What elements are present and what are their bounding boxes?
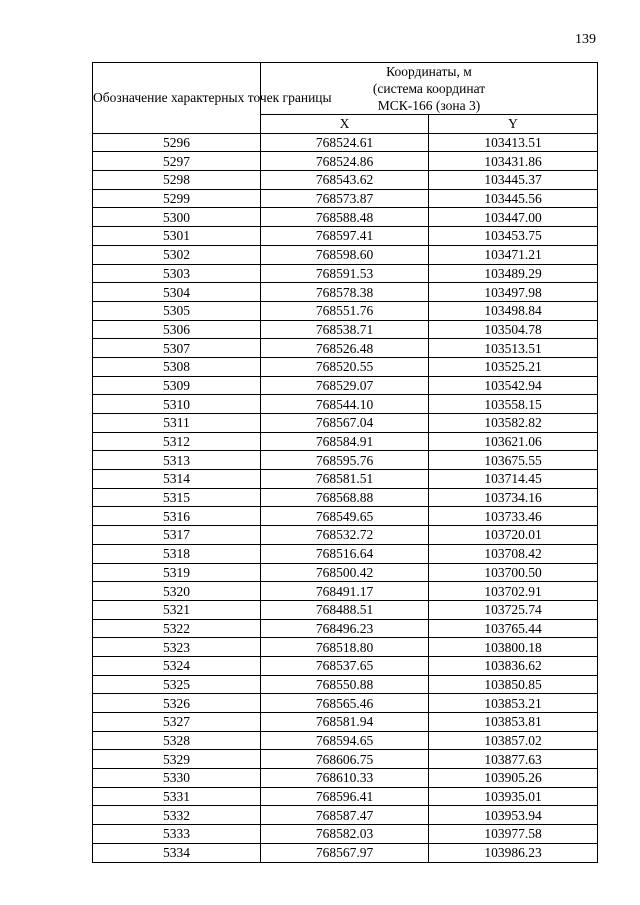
- point-id-cell: 5334: [93, 843, 261, 862]
- point-id-cell: 5317: [93, 526, 261, 545]
- x-coordinate-cell: 768578.38: [261, 283, 429, 302]
- table-row: [93, 357, 598, 376]
- point-id-cell: 5315: [93, 488, 261, 507]
- point-id-cell: 5318: [93, 544, 261, 563]
- table-row: [93, 825, 598, 844]
- x-coordinate-cell: 768538.71: [261, 320, 429, 339]
- point-id-cell: 5329: [93, 750, 261, 769]
- point-id-cell: 5302: [93, 245, 261, 264]
- table-row: [93, 152, 598, 171]
- table-row: [93, 806, 598, 825]
- table-row: [93, 694, 598, 713]
- point-id-cell: 5333: [93, 825, 261, 844]
- point-id-cell: 5313: [93, 451, 261, 470]
- x-coordinate-cell: 768606.75: [261, 750, 429, 769]
- y-coordinate-cell: 103453.75: [429, 227, 598, 246]
- table-row: [93, 526, 598, 545]
- table-row: [93, 750, 598, 769]
- table-row: [93, 133, 598, 152]
- point-id-cell: 5312: [93, 432, 261, 451]
- x-coordinate-cell: 768596.41: [261, 787, 429, 806]
- x-coordinate-cell: 768598.60: [261, 245, 429, 264]
- x-coordinate-cell: 768573.87: [261, 189, 429, 208]
- y-coordinate-cell: 103905.26: [429, 769, 598, 788]
- table-row: [93, 301, 598, 320]
- y-coordinate-cell: 103877.63: [429, 750, 598, 769]
- table-row: [93, 563, 598, 582]
- point-id-cell: 5308: [93, 357, 261, 376]
- table-row: [93, 787, 598, 806]
- point-id-cell: 5296: [93, 133, 261, 152]
- y-coordinate-cell: 103558.15: [429, 395, 598, 414]
- table-row: [93, 189, 598, 208]
- y-coordinate-cell: 103935.01: [429, 787, 598, 806]
- point-id-cell: 5321: [93, 600, 261, 619]
- y-coordinate-cell: 103447.00: [429, 208, 598, 227]
- table-row: [93, 227, 598, 246]
- point-id-cell: 5306: [93, 320, 261, 339]
- table-row: [93, 395, 598, 414]
- point-id-cell: 5304: [93, 283, 261, 302]
- x-coordinate-cell: 768595.76: [261, 451, 429, 470]
- y-coordinate-cell: 103700.50: [429, 563, 598, 582]
- y-coordinate-cell: 103953.94: [429, 806, 598, 825]
- y-coordinate-cell: 103445.56: [429, 189, 598, 208]
- x-coordinate-cell: 768565.46: [261, 694, 429, 713]
- y-coordinate-cell: 103497.98: [429, 283, 598, 302]
- y-coordinate-cell: 103850.85: [429, 675, 598, 694]
- y-coordinate-cell: 103986.23: [429, 843, 598, 862]
- y-coordinate-cell: 103720.01: [429, 526, 598, 545]
- y-coordinate-cell: 103733.46: [429, 507, 598, 526]
- table-row: [93, 507, 598, 526]
- x-coordinate-cell: 768567.04: [261, 414, 429, 433]
- table-row: [93, 488, 598, 507]
- y-header: Y: [429, 115, 598, 134]
- y-coordinate-cell: 103853.21: [429, 694, 598, 713]
- point-id-cell: 5299: [93, 189, 261, 208]
- table-row: [93, 731, 598, 750]
- table-row: [93, 451, 598, 470]
- y-coordinate-cell: 103525.21: [429, 357, 598, 376]
- x-coordinate-cell: 768529.07: [261, 376, 429, 395]
- point-id-cell: 5327: [93, 713, 261, 732]
- x-coordinate-cell: 768526.48: [261, 339, 429, 358]
- point-id-cell: 5325: [93, 675, 261, 694]
- x-coordinate-cell: 768520.55: [261, 357, 429, 376]
- y-coordinate-cell: 103498.84: [429, 301, 598, 320]
- coordinates-table: [92, 62, 598, 863]
- table-row: [93, 414, 598, 433]
- x-coordinate-cell: 768551.76: [261, 301, 429, 320]
- table-row: [93, 769, 598, 788]
- y-coordinate-cell: 103445.37: [429, 171, 598, 190]
- point-id-cell: 5319: [93, 563, 261, 582]
- x-coordinate-cell: 768587.47: [261, 806, 429, 825]
- x-coordinate-cell: 768588.48: [261, 208, 429, 227]
- y-coordinate-cell: 103734.16: [429, 488, 598, 507]
- table-body: [93, 133, 598, 862]
- y-coordinate-cell: 103621.06: [429, 432, 598, 451]
- table-row: [93, 376, 598, 395]
- table-row: [93, 320, 598, 339]
- x-coordinate-cell: 768549.65: [261, 507, 429, 526]
- x-coordinate-cell: 768516.64: [261, 544, 429, 563]
- x-coordinate-cell: 768610.33: [261, 769, 429, 788]
- point-id-cell: 5323: [93, 638, 261, 657]
- x-coordinate-cell: 768582.03: [261, 825, 429, 844]
- y-coordinate-cell: 103765.44: [429, 619, 598, 638]
- table-header: [93, 63, 598, 134]
- table-row: [93, 171, 598, 190]
- point-id-cell: 5316: [93, 507, 261, 526]
- x-coordinate-cell: 768524.86: [261, 152, 429, 171]
- table-row: [93, 432, 598, 451]
- point-id-cell: 5330: [93, 769, 261, 788]
- table-row: [93, 470, 598, 489]
- x-coordinate-cell: 768543.62: [261, 171, 429, 190]
- x-coordinate-cell: 768500.42: [261, 563, 429, 582]
- point-id-cell: 5324: [93, 656, 261, 675]
- point-id-cell: 5326: [93, 694, 261, 713]
- table-row: [93, 638, 598, 657]
- point-id-cell: 5311: [93, 414, 261, 433]
- point-id-cell: 5322: [93, 619, 261, 638]
- table-row: [93, 208, 598, 227]
- coordinates-header-line1: Координаты, м: [386, 64, 472, 79]
- y-coordinate-cell: 103853.81: [429, 713, 598, 732]
- x-coordinate-cell: 768581.94: [261, 713, 429, 732]
- table-row: [93, 339, 598, 358]
- y-coordinate-cell: 103431.86: [429, 152, 598, 171]
- y-coordinate-cell: 103542.94: [429, 376, 598, 395]
- x-coordinate-cell: 768537.65: [261, 656, 429, 675]
- table-row: [93, 713, 598, 732]
- point-id-cell: 5301: [93, 227, 261, 246]
- point-id-cell: 5307: [93, 339, 261, 358]
- table-row: [93, 656, 598, 675]
- point-id-cell: 5297: [93, 152, 261, 171]
- table-row: [93, 619, 598, 638]
- table-row: [93, 675, 598, 694]
- coordinates-header: [261, 63, 598, 115]
- y-coordinate-cell: 103708.42: [429, 544, 598, 563]
- point-id-cell: 5314: [93, 470, 261, 489]
- point-id-cell: 5332: [93, 806, 261, 825]
- point-id-cell: 5310: [93, 395, 261, 414]
- x-coordinate-cell: 768491.17: [261, 582, 429, 601]
- table-row: [93, 245, 598, 264]
- x-coordinate-cell: 768594.65: [261, 731, 429, 750]
- y-coordinate-cell: 103977.58: [429, 825, 598, 844]
- y-coordinate-cell: 103800.18: [429, 638, 598, 657]
- table-row: [93, 264, 598, 283]
- table-row: [93, 544, 598, 563]
- x-coordinate-cell: 768544.10: [261, 395, 429, 414]
- point-id-cell: 5305: [93, 301, 261, 320]
- point-id-cell: 5298: [93, 171, 261, 190]
- point-label-header: Обозначение характерных точек границы: [93, 63, 261, 134]
- x-header: X: [261, 115, 429, 134]
- y-coordinate-cell: 103413.51: [429, 133, 598, 152]
- table-row: [93, 283, 598, 302]
- x-coordinate-cell: 768567.97: [261, 843, 429, 862]
- y-coordinate-cell: 103582.82: [429, 414, 598, 433]
- table-row: [93, 582, 598, 601]
- y-coordinate-cell: 103471.21: [429, 245, 598, 264]
- x-coordinate-cell: 768584.91: [261, 432, 429, 451]
- coordinates-header-line2: (система координат: [372, 81, 486, 96]
- x-coordinate-cell: 768518.80: [261, 638, 429, 657]
- x-coordinate-cell: 768550.88: [261, 675, 429, 694]
- table-row: [93, 843, 598, 862]
- x-coordinate-cell: 768488.51: [261, 600, 429, 619]
- y-coordinate-cell: 103836.62: [429, 656, 598, 675]
- point-id-cell: 5328: [93, 731, 261, 750]
- x-coordinate-cell: 768581.51: [261, 470, 429, 489]
- x-coordinate-cell: 768568.88: [261, 488, 429, 507]
- y-coordinate-cell: 103714.45: [429, 470, 598, 489]
- y-coordinate-cell: 103857.02: [429, 731, 598, 750]
- y-coordinate-cell: 103489.29: [429, 264, 598, 283]
- point-id-cell: 5300: [93, 208, 261, 227]
- point-id-cell: 5309: [93, 376, 261, 395]
- y-coordinate-cell: 103504.78: [429, 320, 598, 339]
- x-coordinate-cell: 768591.53: [261, 264, 429, 283]
- x-coordinate-cell: 768496.23: [261, 619, 429, 638]
- point-id-cell: 5303: [93, 264, 261, 283]
- table-row: [93, 600, 598, 619]
- point-id-cell: 5331: [93, 787, 261, 806]
- page-number: 139: [575, 32, 596, 47]
- point-id-cell: 5320: [93, 582, 261, 601]
- y-coordinate-cell: 103675.55: [429, 451, 598, 470]
- y-coordinate-cell: 103513.51: [429, 339, 598, 358]
- x-coordinate-cell: 768524.61: [261, 133, 429, 152]
- y-coordinate-cell: 103725.74: [429, 600, 598, 619]
- x-coordinate-cell: 768597.41: [261, 227, 429, 246]
- x-coordinate-cell: 768532.72: [261, 526, 429, 545]
- y-coordinate-cell: 103702.91: [429, 582, 598, 601]
- coordinates-header-line3: МСК-166 (зона 3): [377, 98, 481, 113]
